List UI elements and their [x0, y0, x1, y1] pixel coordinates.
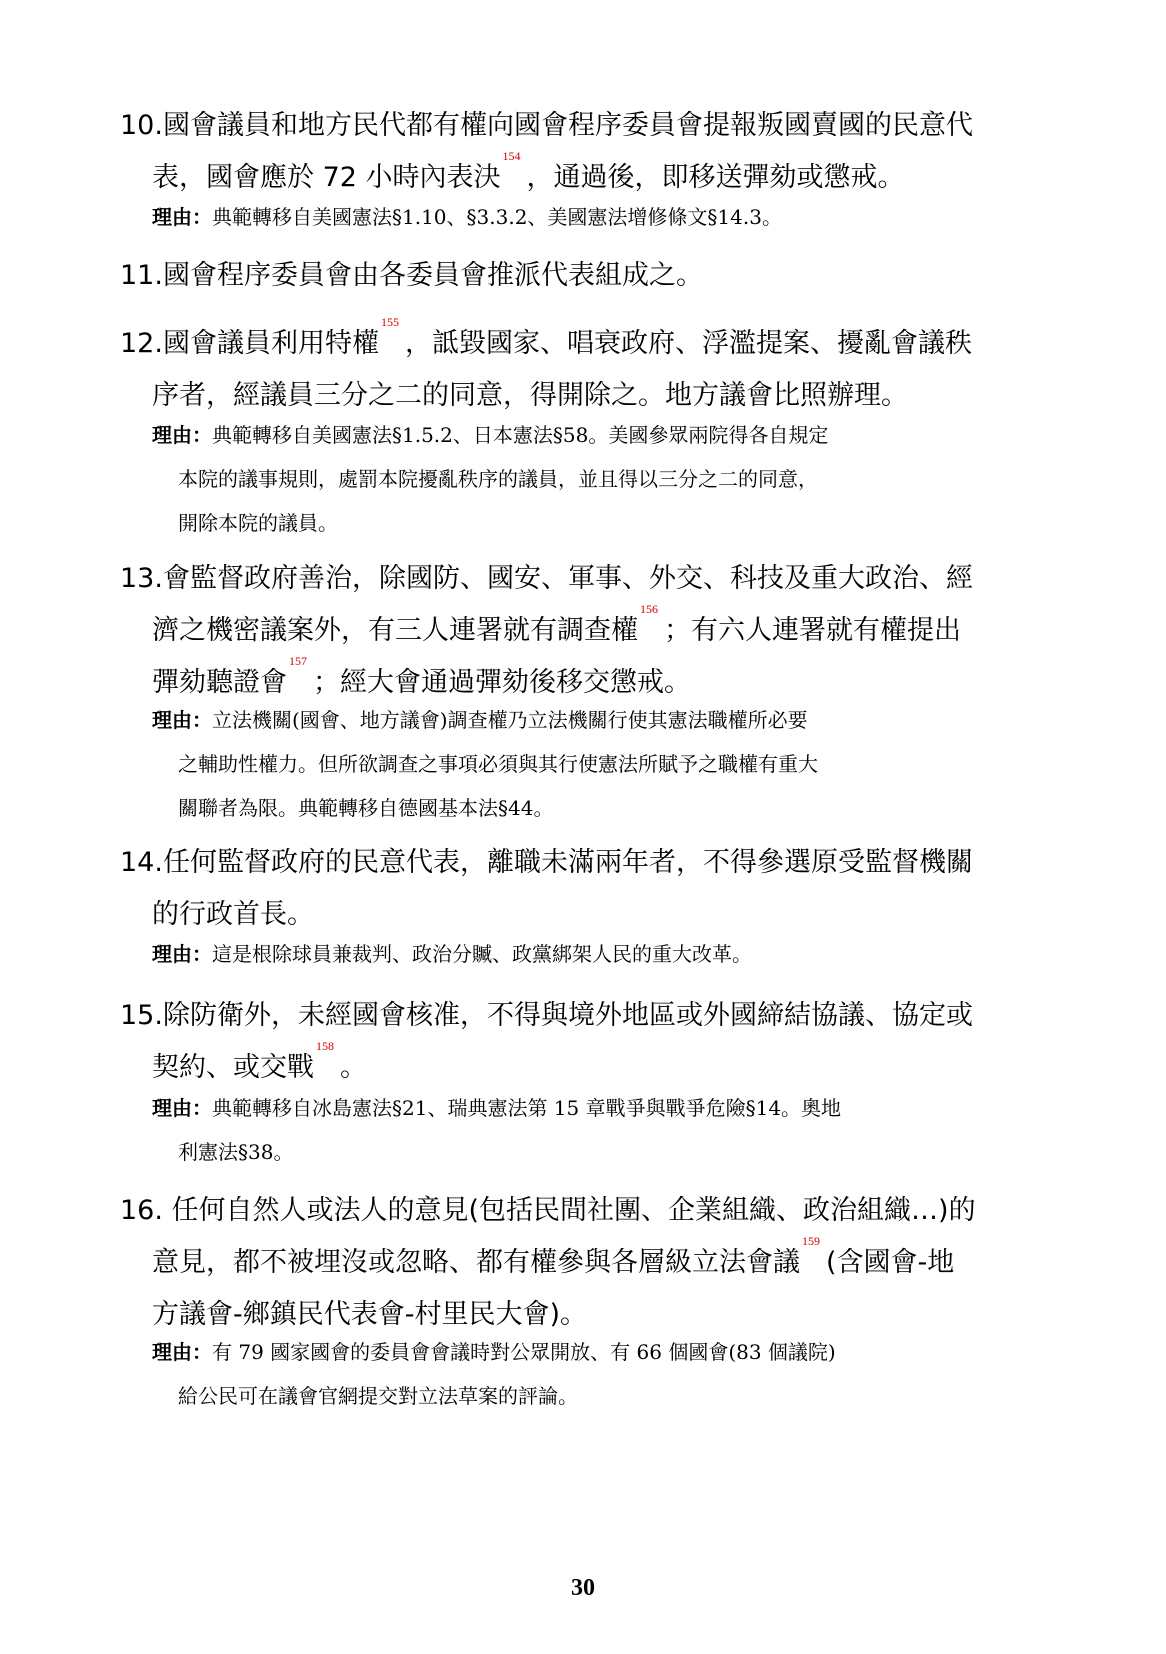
- item-text-line: 14.任何監督政府的民意代表，離職未滿兩年者，不得參選原受監督機關: [120, 847, 973, 878]
- item-text: (含國會-地: [826, 1247, 955, 1278]
- reason-label: 理由：: [152, 205, 212, 229]
- item-text: 12.國會議員利用特權: [120, 328, 379, 359]
- item-text-line: [120, 602, 1060, 657]
- item-text: 濟之機密議案外，有三人連署就有調查權: [152, 615, 638, 646]
- reason-text: 這是根除球員兼裁判、政治分贓、政黨綁架人民的重大改革。: [212, 942, 752, 966]
- reason-block-15: [152, 1086, 1052, 1174]
- page-number: 30: [571, 1575, 595, 1601]
- item-text-line: 15.除防衛外，未經國會核准，不得與境外地區或外國締結協議、協定或: [120, 1000, 973, 1031]
- footnote-marker[interactable]: 154: [502, 149, 521, 163]
- reason-text: 典範轉移自美國憲法§1.5.2、日本憲法§58。美國參眾兩院得各自規定: [212, 423, 829, 447]
- item-text: 彈劾聽證會: [152, 667, 287, 698]
- reason-label: 理由：: [152, 942, 212, 966]
- reason-block-14: [152, 932, 1052, 976]
- item-text-line: 的行政首長。: [152, 899, 314, 930]
- item-text: 。: [340, 1052, 367, 1083]
- item-text-line: 方議會-鄉鎮民代表會-村里民大會)。: [152, 1299, 588, 1330]
- reason-line: 關聯者為限。典範轉移自德國基本法§44。: [178, 796, 554, 820]
- footnote-marker[interactable]: 156: [640, 602, 658, 616]
- footnote-marker[interactable]: 157: [289, 654, 307, 668]
- reason-block-13: [152, 698, 1052, 830]
- reason-line: 之輔助性權力。但所欲調查之事項必須與其行使憲法所賦予之職權有重大: [178, 752, 818, 776]
- item-text-line: 13.會監督政府善治，除國防、國安、軍事、外交、科技及重大政治、經: [120, 563, 973, 594]
- reason-line: 本院的議事規則，處罰本院擾亂秩序的議員，並且得以三分之二的同意，: [178, 467, 818, 491]
- article-item-16: [120, 1185, 1060, 1341]
- item-text-line: 序者，經議員三分之二的同意，得開除之。地方議會比照辦理。: [152, 380, 908, 411]
- reason-line: [152, 195, 1052, 239]
- reason-line: [152, 1086, 1052, 1130]
- item-text: ；經大會通過彈劾後移交懲戒。: [313, 667, 691, 698]
- article-item-10: [120, 100, 1060, 204]
- reason-text: 有 79 國家國會的委員會會議時對公眾開放、有 66 個國會(83 個議院): [212, 1340, 836, 1364]
- item-text-line: [120, 315, 1060, 370]
- reason-label: 理由：: [152, 423, 212, 447]
- reason-line: [152, 932, 1052, 976]
- reason-line: [152, 1330, 1052, 1374]
- item-text: ，通過後，即移送彈劾或懲戒。: [526, 162, 905, 193]
- item-text: 契約、或交戰: [152, 1052, 314, 1083]
- article-item-11: [120, 250, 1060, 302]
- reason-label: 理由：: [152, 1340, 212, 1364]
- footnote-marker[interactable]: 155: [380, 315, 399, 329]
- item-text: 意見，都不被埋沒或忽略、都有權參與各層級立法會議: [152, 1247, 800, 1278]
- item-text-line: 11.國會程序委員會由各委員會推派代表組成之。: [120, 260, 703, 291]
- reason-label: 理由：: [152, 1096, 212, 1120]
- reason-text: 典範轉移自冰島憲法§21、瑞典憲法第 15 章戰爭與戰爭危險§14。奧地: [212, 1096, 842, 1120]
- reason-label: 理由：: [152, 708, 212, 732]
- reason-text: 典範轉移自美國憲法§1.10、§3.3.2、美國憲法增修條文§14.3。: [212, 205, 782, 229]
- article-item-12: [120, 315, 1060, 422]
- reason-block-10: [152, 195, 1052, 239]
- item-text: ；有六人連署就有權提出: [664, 615, 961, 646]
- item-text: 表，國會應於 72 小時內表決: [152, 162, 501, 193]
- item-text: ，詆毀國家、唱衰政府、浮濫提案、擾亂會議秩: [404, 328, 972, 359]
- reason-line: 開除本院的議員。: [178, 511, 338, 535]
- reason-line: 利憲法§38。: [178, 1140, 294, 1164]
- item-text-line: [120, 1234, 1060, 1289]
- item-text-line: 16. 任何自然人或法人的意見(包括民間社團、企業組織、政治組織…)的: [120, 1195, 976, 1226]
- article-item-14: [120, 837, 1060, 941]
- article-item-13: [120, 553, 1060, 709]
- reason-line: 給公民可在議會官網提交對立法草案的評論。: [178, 1384, 578, 1408]
- reason-line: [152, 698, 1052, 742]
- article-item-15: [120, 990, 1060, 1094]
- reason-block-16: [152, 1330, 1052, 1418]
- reason-block-12: [152, 413, 1052, 545]
- reason-text: 立法機關(國會、地方議會)調查權乃立法機關行使其憲法職權所必要: [212, 708, 808, 732]
- footnote-marker[interactable]: 158: [316, 1039, 334, 1053]
- footnote-marker[interactable]: 159: [802, 1234, 820, 1248]
- item-text-line: 10.國會議員和地方民代都有權向國會程序委員會提報叛國賣國的民意代: [120, 110, 973, 141]
- reason-line: [152, 413, 1052, 457]
